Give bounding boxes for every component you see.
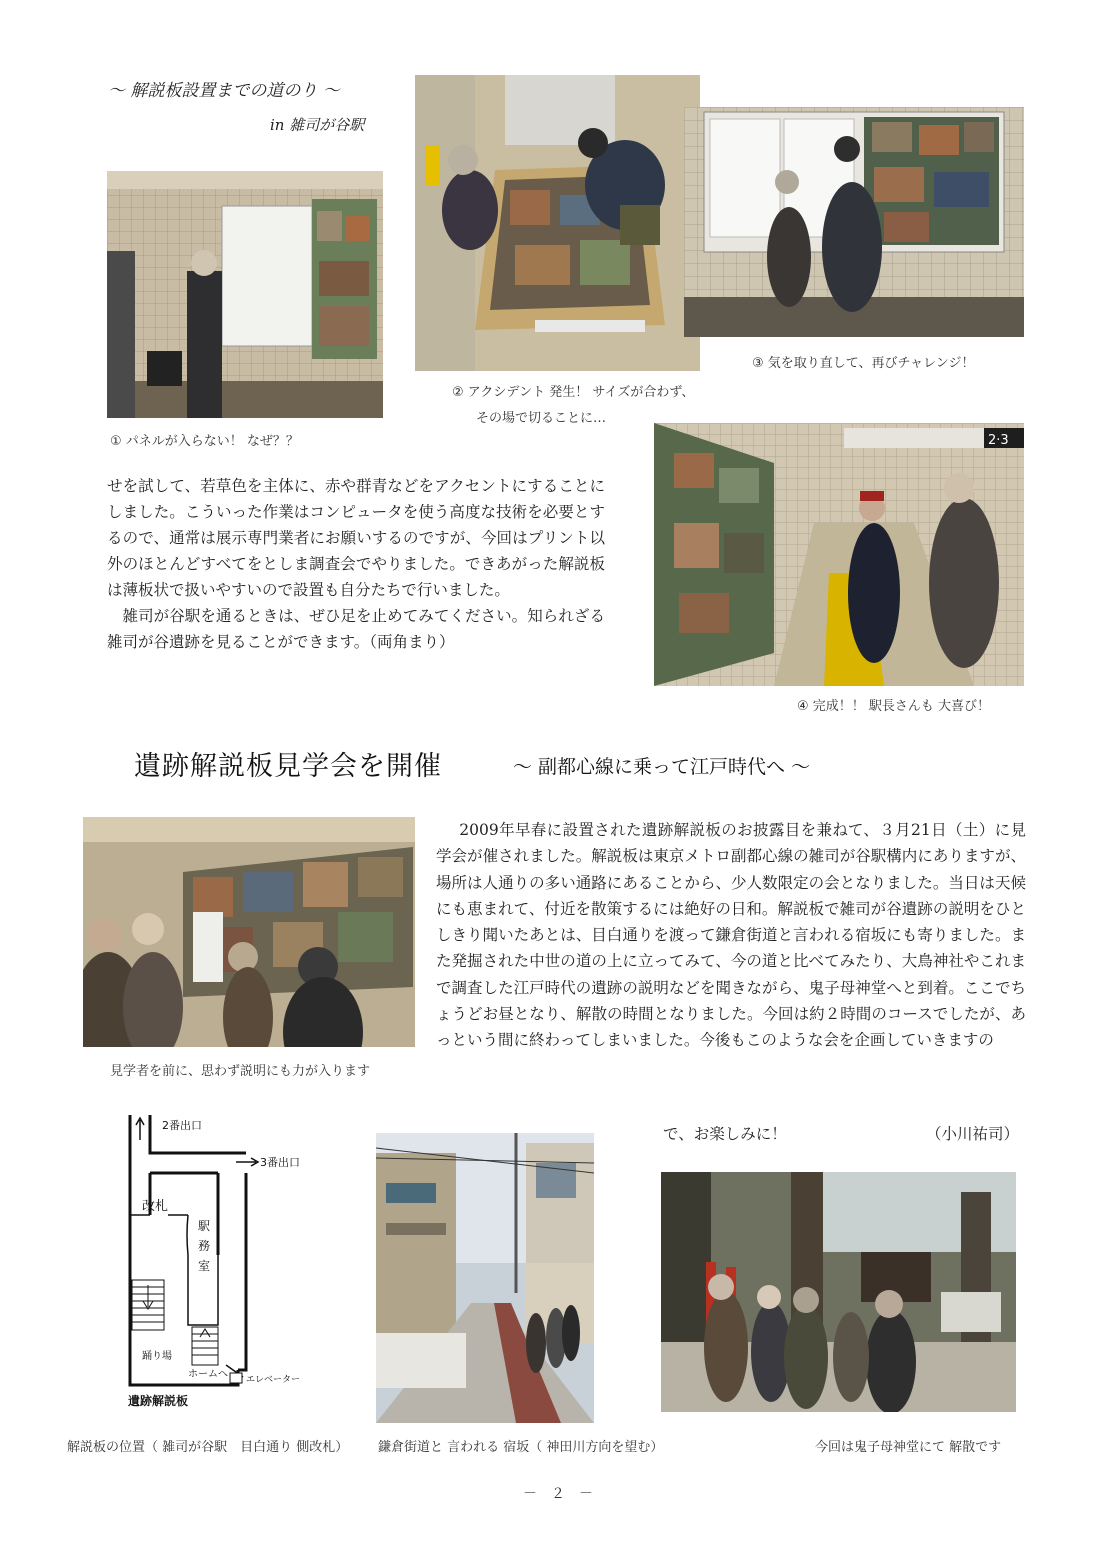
section2-body: 2009年早春に設置された遺跡解説板のお披露目を兼ねて、３月21日（土）に見学会が催されました。解説板は東京メトロ副都心線の雑司が谷駅構内にありますが、場所は人通りの多い通路にあることから、少人数限定の会となりました。当日は天候にも恵まれて、付近を散策するには絶好の日和。解説板で雑司が谷遺跡の説明をひとしきり聞いたあとは、目白通りを渡って鎌倉街道と言われる宿坂にも寄りました。また発掘された中世の道の上に立ってみて、今の道と比べてみたり、大鳥神社やこれまで調査した江戸時代の遺跡の説明などを聞きながら、鬼子母神堂へと到着。ここでちょうどお昼となり、解散の時間となりました。今回は約２時間のコースでしたが、あっという間に終わってしまいました。今後もこのような会を企画していきますの bbox=[436, 821, 1026, 1050]
photo-retry bbox=[684, 107, 1024, 337]
caption-photo3: ③ 気を取り直して、再びチャレンジ！ bbox=[752, 356, 975, 371]
section2-body-end: で、お楽しみに！ bbox=[663, 1125, 787, 1143]
map-office-label-3: 室 bbox=[198, 1259, 211, 1273]
photo-cutting-panel bbox=[415, 75, 700, 371]
section2-subtitle: 〜 副都心線に乗って江戸時代へ 〜 bbox=[513, 756, 811, 778]
map-board-label: 遺跡解説板 bbox=[128, 1394, 189, 1408]
caption-photo4: ④ 完成！！ 駅長さんも 大喜び！ bbox=[797, 699, 991, 714]
section1-body bbox=[107, 473, 605, 655]
station-map bbox=[118, 1115, 318, 1415]
map-exit2-label: 2番出口 bbox=[162, 1119, 202, 1132]
map-exit3-label: 3番出口 bbox=[260, 1156, 300, 1169]
map-office-label-1: 駅 bbox=[198, 1219, 211, 1233]
map-office-label-2: 務 bbox=[198, 1239, 211, 1253]
caption-photo5: 見学者を前に、思わず説明にも力が入ります bbox=[110, 1064, 371, 1079]
section2-author: （小川祐司） bbox=[926, 1125, 1020, 1143]
section1-title: 〜 解説板設置までの道のり 〜 bbox=[108, 81, 340, 101]
photo-tour-group bbox=[83, 817, 415, 1047]
map-home-label: ホームへ bbox=[188, 1369, 228, 1380]
caption-photo1: ① パネルが入らない！ なぜ？？ bbox=[110, 434, 299, 449]
photo-panel-not-fitting bbox=[107, 171, 383, 418]
caption-photo2-line2: その場で切ることに… bbox=[476, 411, 607, 426]
section1-subtitle: in 雑司が谷駅 bbox=[270, 116, 365, 134]
section1-body-paragraph-1: せを試して、若草色を主体に、赤や群青などをアクセントにすることにしました。こういった作業はコンピュータを使う高度な技術を必要とするので、通常は展示専門業者にお願いするのですが、今回はプリント以外のほとんどすべてをとしま調査会でやりました。できあがった解説板は薄板状で扱いやすいので設置も自分たちで行いました。 bbox=[107, 477, 605, 599]
section2-title: 遺跡解説板見学会を開催 bbox=[134, 751, 442, 782]
caption-photo6: 鎌倉街道と 言われる 宿坂（ 神田川方向を望む） bbox=[378, 1440, 664, 1455]
page-number: － ２ － bbox=[523, 1486, 593, 1502]
map-gate-label: 改札 bbox=[142, 1199, 169, 1214]
map-landing-label: 踊り場 bbox=[142, 1351, 172, 1362]
photo-completed bbox=[654, 423, 1024, 686]
caption-map: 解説板の位置（ 雑司が谷駅 目白通り 側改札） bbox=[67, 1440, 349, 1455]
caption-photo2-line1: ② アクシデント 発生！ サイズが合わず、 bbox=[452, 385, 695, 400]
section1-body-paragraph-2: 雑司が谷駅を通るときは、ぜひ足を止めてみてください。知られざる雑司が谷遺跡を見ることができます。（両角まり） bbox=[107, 607, 605, 651]
photo-shukuzaka bbox=[376, 1133, 594, 1423]
map-elevator-label: エレベーター bbox=[246, 1375, 301, 1385]
photo-kishimojin bbox=[661, 1172, 1016, 1412]
caption-photo7: 今回は鬼子母神堂にて 解散です bbox=[815, 1440, 1002, 1455]
exit-sign-text: 2·3 bbox=[988, 433, 1009, 448]
